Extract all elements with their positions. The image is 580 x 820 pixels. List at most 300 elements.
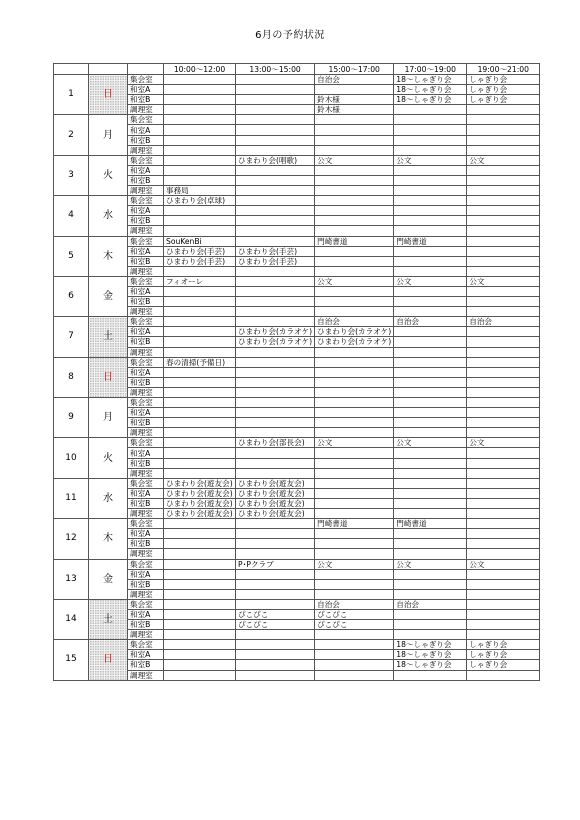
reservation-cell [394,549,467,559]
room-row [54,398,540,408]
reservation-cell [467,468,540,478]
reservation-cell [236,458,315,468]
reservation-cell: ひまわり会(手芸) [236,246,315,256]
reservation-cell [394,377,467,387]
reservation-cell [164,135,236,145]
reservation-cell [236,307,315,317]
reservation-cell: 公文 [315,155,394,165]
reservation-cell [467,398,540,408]
reservation-cell [236,660,315,670]
reservation-cell: SouKenBi [164,236,236,246]
reservation-cell: ひまわり会(手芸) [236,256,315,266]
reservation-cell [164,75,236,85]
reservation-cell [164,438,236,448]
room-name: 集会室 [128,640,164,650]
room-name: 調理室 [128,428,164,438]
reservation-cell [164,660,236,670]
reservation-cell [467,529,540,539]
room-name: 和室A [128,529,164,539]
reservation-cell: しゃぎり会 [467,640,540,650]
weekday-label: 土 [103,614,113,626]
reservation-cell [236,529,315,539]
reservation-cell [467,448,540,458]
reservation-cell: 公文 [394,276,467,286]
room-row [54,478,540,488]
room-name: 集会室 [128,519,164,529]
reservation-cell [236,236,315,246]
day-number: 9 [54,398,89,438]
room-name: 和室B [128,297,164,307]
room-name: 調理室 [128,549,164,559]
room-name: 集会室 [128,438,164,448]
reservation-cell: ひまわり会(遊友会) [236,509,315,519]
reservation-cell [236,670,315,680]
weekday-cell [89,438,128,478]
reservation-cell [315,448,394,458]
reservation-cell: ぴこぴこ [315,620,394,630]
reservation-cell [164,165,236,175]
room-name: 和室A [128,569,164,579]
reservation-table [53,63,540,681]
room-row [54,276,540,286]
reservation-cell: 自治会 [467,317,540,327]
reservation-cell [164,297,236,307]
reservation-cell [394,206,467,216]
reservation-cell: 18～しゃぎり会 [394,650,467,660]
reservation-cell [236,589,315,599]
reservation-cell: 自治会 [394,599,467,609]
reservation-cell [315,539,394,549]
reservation-cell [164,630,236,640]
reservation-cell [315,196,394,206]
reservation-cell [236,85,315,95]
room-name: 和室A [128,165,164,175]
room-name: 和室B [128,256,164,266]
reservation-cell [164,398,236,408]
reservation-cell [236,286,315,296]
room-name: 集会室 [128,115,164,125]
reservation-cell [394,347,467,357]
reservation-cell [315,630,394,640]
header-blank-cell [128,64,164,75]
reservation-cell: ひまわり会(遊友会) [164,509,236,519]
reservation-cell [394,478,467,488]
room-name: 和室B [128,175,164,185]
room-row [54,438,540,448]
reservation-cell [236,216,315,226]
reservation-cell [467,135,540,145]
reservation-cell [467,478,540,488]
reservation-cell: 公文 [394,559,467,569]
reservation-cell [164,266,236,276]
reservation-cell [467,105,540,115]
day-number: 11 [54,478,89,518]
reservation-cell [164,640,236,650]
reservation-cell [164,418,236,428]
reservation-cell [236,468,315,478]
weekday-cell [89,640,128,680]
reservation-cell [164,347,236,357]
reservation-cell [315,377,394,387]
day-number: 13 [54,559,89,599]
reservation-cell [467,408,540,418]
reservation-cell [394,498,467,508]
room-name: 調理室 [128,307,164,317]
room-name: 和室B [128,620,164,630]
reservation-cell [394,468,467,478]
room-name: 集会室 [128,155,164,165]
reservation-cell [394,256,467,266]
reservation-cell [394,448,467,458]
reservation-cell: しゃぎり会 [467,75,540,85]
reservation-cell [164,529,236,539]
weekday-cell [89,519,128,559]
reservation-cell [164,95,236,105]
reservation-cell [164,206,236,216]
reservation-cell: 公文 [394,438,467,448]
reservation-cell [394,286,467,296]
room-name: 和室A [128,448,164,458]
reservation-cell [164,307,236,317]
room-name: 調理室 [128,347,164,357]
room-name: 和室A [128,408,164,418]
reservation-cell: 公文 [315,438,394,448]
time-slot-header: 17:00～19:00 [394,64,467,75]
room-name: 集会室 [128,398,164,408]
room-name: 調理室 [128,589,164,599]
reservation-cell [164,428,236,438]
reservation-cell [164,85,236,95]
reservation-cell [394,165,467,175]
reservation-cell [394,307,467,317]
weekday-label: 金 [103,291,113,303]
reservation-cell [467,599,540,609]
room-name: 集会室 [128,357,164,367]
reservation-cell: ひまわり会(卓球) [164,196,236,206]
reservation-cell [315,216,394,226]
reservation-cell [315,125,394,135]
reservation-cell [467,165,540,175]
reservation-cell [236,266,315,276]
reservation-cell [467,186,540,196]
reservation-cell [315,115,394,125]
reservation-cell [164,327,236,337]
reservation-cell [394,398,467,408]
reservation-cell [315,165,394,175]
reservation-cell [315,529,394,539]
reservation-cell [467,519,540,529]
reservation-cell [236,398,315,408]
weekday-label: 火 [103,169,113,181]
reservation-cell [315,660,394,670]
reservation-cell: しゃぎり会 [467,85,540,95]
reservation-cell: 門崎書道 [315,236,394,246]
reservation-cell [394,226,467,236]
reservation-cell [394,196,467,206]
time-slot-header: 10:00～12:00 [164,64,236,75]
room-name: 調理室 [128,186,164,196]
reservation-cell [236,408,315,418]
reservation-cell [467,620,540,630]
reservation-cell [164,337,236,347]
reservation-cell [394,579,467,589]
reservation-cell: 門崎書道 [394,236,467,246]
room-name: 和室A [128,367,164,377]
reservation-cell [236,418,315,428]
reservation-cell [236,105,315,115]
reservation-cell [236,579,315,589]
room-name: 集会室 [128,559,164,569]
room-row [54,599,540,609]
reservation-cell [394,216,467,226]
weekday-label: 土 [103,331,113,343]
weekday-cell [89,398,128,438]
reservation-cell [467,327,540,337]
reservation-cell [236,428,315,438]
reservation-cell [315,85,394,95]
room-name: 集会室 [128,599,164,609]
reservation-cell [394,266,467,276]
reservation-cell [236,297,315,307]
reservation-cell: 自治会 [315,599,394,609]
reservation-cell: ひまわり会(遊友会) [164,478,236,488]
reservation-cell: 公文 [315,276,394,286]
room-name: 調理室 [128,145,164,155]
weekday-cell [89,599,128,639]
reservation-cell [394,458,467,468]
reservation-cell [394,418,467,428]
reservation-cell [394,509,467,519]
reservation-cell [315,286,394,296]
reservation-cell [315,226,394,236]
room-row [54,115,540,125]
weekday-cell [89,559,128,599]
room-name: 和室B [128,579,164,589]
room-row [54,317,540,327]
header-blank-cell [54,64,89,75]
reservation-cell [164,286,236,296]
room-name: 調理室 [128,468,164,478]
header-blank-cell [89,64,128,75]
reservation-cell [394,175,467,185]
reservation-cell [467,256,540,266]
reservation-cell: 公文 [467,155,540,165]
room-row [54,196,540,206]
reservation-cell: ひまわり会(手芸) [164,246,236,256]
reservation-cell [164,569,236,579]
weekday-label: 日 [103,654,113,666]
reservation-cell [236,519,315,529]
room-name: 調理室 [128,266,164,276]
reservation-cell [467,145,540,155]
room-name: 和室B [128,216,164,226]
reservation-cell: ひまわり会(部長会) [236,438,315,448]
reservation-cell [164,145,236,155]
day-number: 10 [54,438,89,478]
reservation-cell [164,377,236,387]
reservation-cell [394,337,467,347]
room-name: 集会室 [128,276,164,286]
reservation-cell: ひまわり会(カラオケ) [236,337,315,347]
day-number: 8 [54,357,89,397]
day-number: 1 [54,75,89,115]
reservation-cell: 自治会 [315,317,394,327]
room-name: 集会室 [128,478,164,488]
reservation-cell [315,186,394,196]
reservation-cell [315,408,394,418]
weekday-label: 火 [103,452,113,464]
reservation-cell [394,529,467,539]
reservation-cell [315,488,394,498]
reservation-cell [236,276,315,286]
reservation-cell [394,327,467,337]
reservation-cell: フィオーレ [164,276,236,286]
reservation-cell [164,519,236,529]
day-number: 3 [54,155,89,195]
reservation-cell [394,145,467,155]
reservation-cell: しゃぎり会 [467,650,540,660]
reservation-cell [236,95,315,105]
reservation-cell [467,418,540,428]
weekday-cell [89,115,128,155]
reservation-cell [394,367,467,377]
weekday-label: 日 [103,371,113,383]
reservation-cell [315,175,394,185]
reservation-cell [236,630,315,640]
reservation-cell: 鈴木様 [315,95,394,105]
reservation-cell [236,125,315,135]
reservation-cell [467,297,540,307]
reservation-cell: 公文 [315,559,394,569]
reservation-cell [394,569,467,579]
reservation-cell [315,145,394,155]
reservation-cell [315,307,394,317]
room-name: 和室B [128,498,164,508]
reservation-cell [315,650,394,660]
reservation-cell [394,105,467,115]
reservation-cell [467,226,540,236]
reservation-cell [236,367,315,377]
time-slot-header: 15:00～17:00 [315,64,394,75]
reservation-cell [164,125,236,135]
reservation-cell: 18～しゃぎり会 [394,75,467,85]
weekday-label: 水 [103,492,113,504]
reservation-cell [315,670,394,680]
room-name: 和室A [128,125,164,135]
room-row [54,155,540,165]
reservation-cell: ひまわり会(カラオケ) [315,337,394,347]
reservation-cell [164,387,236,397]
reservation-cell [467,266,540,276]
room-row [54,357,540,367]
room-row [54,519,540,529]
reservation-cell: 鈴木様 [315,105,394,115]
reservation-cell [236,599,315,609]
reservation-cell: ひまわり会(カラオケ) [236,327,315,337]
weekday-label: 日 [103,89,113,101]
reservation-cell: ひまわり会(唱歌) [236,155,315,165]
weekday-cell [89,196,128,236]
reservation-cell [236,377,315,387]
weekday-cell [89,478,128,518]
reservation-cell [164,539,236,549]
weekday-cell [89,236,128,276]
page-title: 6月の予約状況 [255,30,325,41]
reservation-cell [467,428,540,438]
reservation-cell [394,125,467,135]
reservation-cell [467,357,540,367]
room-name: 和室B [128,418,164,428]
reservation-cell [394,297,467,307]
room-name: 調理室 [128,630,164,640]
reservation-cell [467,125,540,135]
reservation-cell: 自治会 [394,317,467,327]
room-name: 和室B [128,458,164,468]
reservation-cell: 18～しゃぎり会 [394,95,467,105]
reservation-cell [467,498,540,508]
room-name: 調理室 [128,509,164,519]
reservation-cell [236,226,315,236]
reservation-cell [164,408,236,418]
reservation-cell [164,670,236,680]
room-name: 和室B [128,95,164,105]
reservation-cell [467,589,540,599]
room-name: 集会室 [128,75,164,85]
reservation-cell: ひまわり会(遊友会) [236,478,315,488]
room-name: 和室A [128,85,164,95]
reservation-cell [315,589,394,599]
weekday-label: 金 [103,573,113,585]
reservation-cell [315,135,394,145]
reservation-cell [394,186,467,196]
reservation-cell [164,216,236,226]
reservation-cell [315,367,394,377]
weekday-cell [89,155,128,195]
reservation-cell [467,307,540,317]
reservation-cell: ひまわり会(遊友会) [164,498,236,508]
reservation-cell [315,266,394,276]
day-number: 2 [54,115,89,155]
day-number: 12 [54,519,89,559]
reservation-cell: しゃぎり会 [467,95,540,105]
reservation-cell [467,206,540,216]
reservation-cell [236,186,315,196]
reservation-cell [164,468,236,478]
reservation-cell [394,246,467,256]
reservation-cell [236,115,315,125]
reservation-cell [394,357,467,367]
reservation-cell [394,115,467,125]
reservation-cell [236,539,315,549]
reservation-cell [236,569,315,579]
room-row [54,236,540,246]
reservation-cell [164,579,236,589]
reservation-cell: 18～しゃぎり会 [394,85,467,95]
reservation-cell [467,549,540,559]
reservation-cell [394,428,467,438]
reservation-cell [467,609,540,619]
weekday-cell [89,357,128,397]
room-name: 和室B [128,337,164,347]
reservation-cell [236,175,315,185]
reservation-cell [315,206,394,216]
room-name: 集会室 [128,236,164,246]
reservation-cell [164,105,236,115]
reservation-cell [315,478,394,488]
reservation-cell [394,135,467,145]
room-name: 和室B [128,660,164,670]
reservation-cell [315,357,394,367]
